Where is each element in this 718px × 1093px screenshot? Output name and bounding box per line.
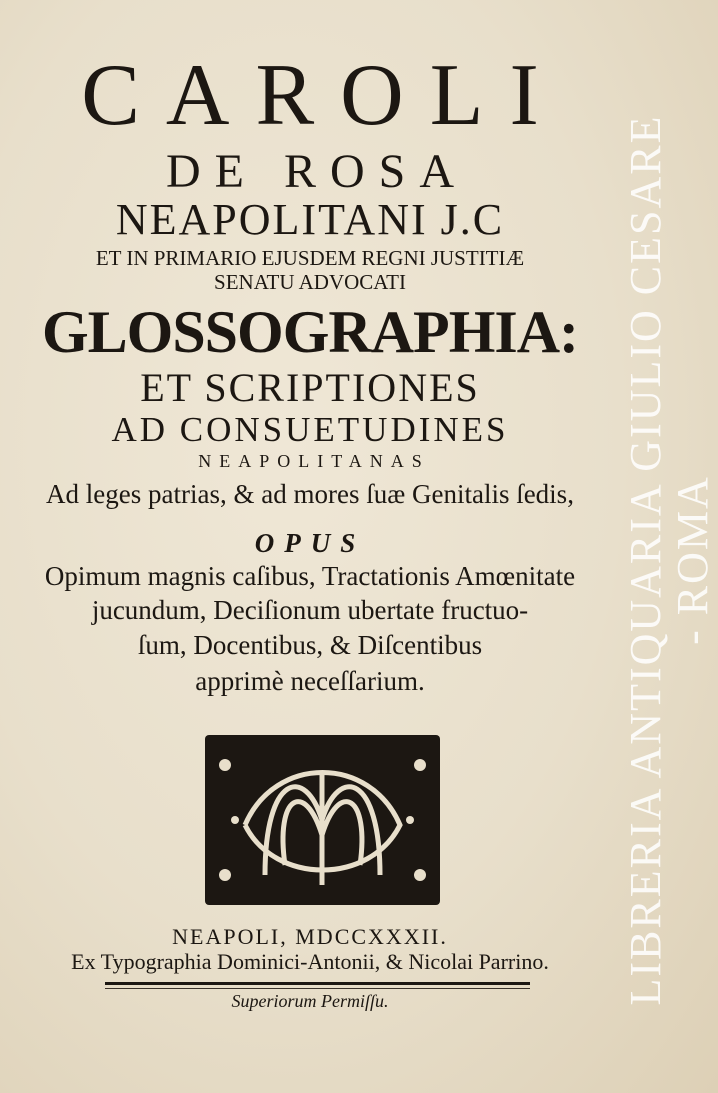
imprint-printer: Ex Typographia Dominici-Antonii, & Nicolai Parrino. [71,949,549,974]
double-rule-divider-thin [105,988,530,989]
opus-heading: OPUS [254,528,366,558]
description-line-1: Opimum magnis caſibus, Tractationis Amœnitate [44,561,576,591]
imprint-place-date: NEAPOLI, MDCCXXXII. [172,924,448,949]
description-line-4: apprimè neceſſarium. [195,666,425,696]
printer-ornament-monogram [205,735,440,905]
author-origin: NEAPOLITANI J.C [115,195,505,244]
description-line-2: jucundum, Deciſionum ubertate fructuo- [91,595,529,625]
author-office-line-2: SENATU ADVOCATI [214,270,406,294]
imprint-permission: Superiorum Permiſſu. [231,991,389,1011]
subtitle-line-2: AD CONSUETUDINES [111,410,509,449]
subtitle-line-4: Ad leges patrias, & ad mores ſuæ Genitalis ſedis, [46,479,574,509]
author-office-line-1: ET IN PRIMARIO EJUSDEM REGNI JUSTITIÆ [95,246,525,270]
author-last-name: DE ROSA [165,145,469,198]
watermark: LIBRERIA ANTIQUARIA GIULIO CESARE - ROMA [621,114,717,1006]
subtitle-line-1: ET SCRIPTIONES [140,365,480,410]
double-rule-divider [105,982,530,985]
author-first-name: CAROLI [81,47,565,144]
description-line-3: ſum, Docentibus, & Diſcentibus [137,630,483,660]
main-title: GLOSSOGRAPHIA: [41,299,579,365]
subtitle-line-3: NEAPOLITANAS [198,451,430,471]
